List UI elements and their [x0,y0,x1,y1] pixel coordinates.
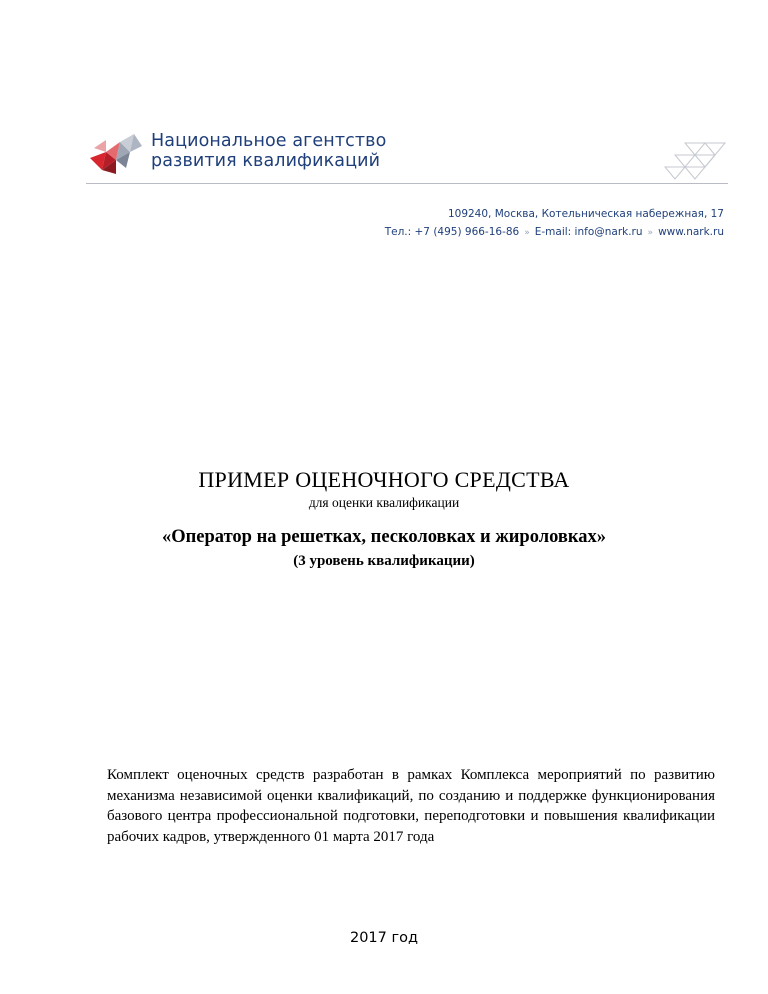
contact-info [385,205,724,242]
document-title: ПРИМЕР ОЦЕНОЧНОГО СРЕДСТВА [198,467,570,492]
document-year: 2017 год [349,930,419,946]
website-text: www.nark.ru [658,226,724,238]
org-name-line1: Национальное агентство [151,131,387,151]
qualification-level: (3 уровень квалификации) [293,553,475,569]
document-subtitle: для оценки квалификации [308,495,460,510]
phone-text: Тел.: +7 (495) 966-16-86 [384,226,520,238]
organization-name [151,131,386,171]
header-divider [86,183,728,184]
separator-icon: » [524,228,530,238]
qualification-name: «Оператор на решетках, песколовках и жироловках» [162,527,606,547]
address-line: 109240, Москва, Котельническая набережная, 17 [447,208,724,220]
nark-logo-icon [86,130,146,176]
description-paragraph: Комплект оценочных средств разработан в рамках Комплекса мероприятий по развитию механизма независимой оценки квалификаций, по созданию и поддержке функционирования базового центра профессиональной подготовки, переподготовки и повышения квалификации рабочих кадров, утвержденного 01 марта 2017 года [107,767,715,845]
separator-icon: » [647,228,654,238]
contact-line [385,223,724,242]
org-name-line2: развития квалификаций [151,151,381,171]
email-text: E-mail: info@nark.ru [534,226,643,238]
triangle-pattern-icon [660,140,730,185]
